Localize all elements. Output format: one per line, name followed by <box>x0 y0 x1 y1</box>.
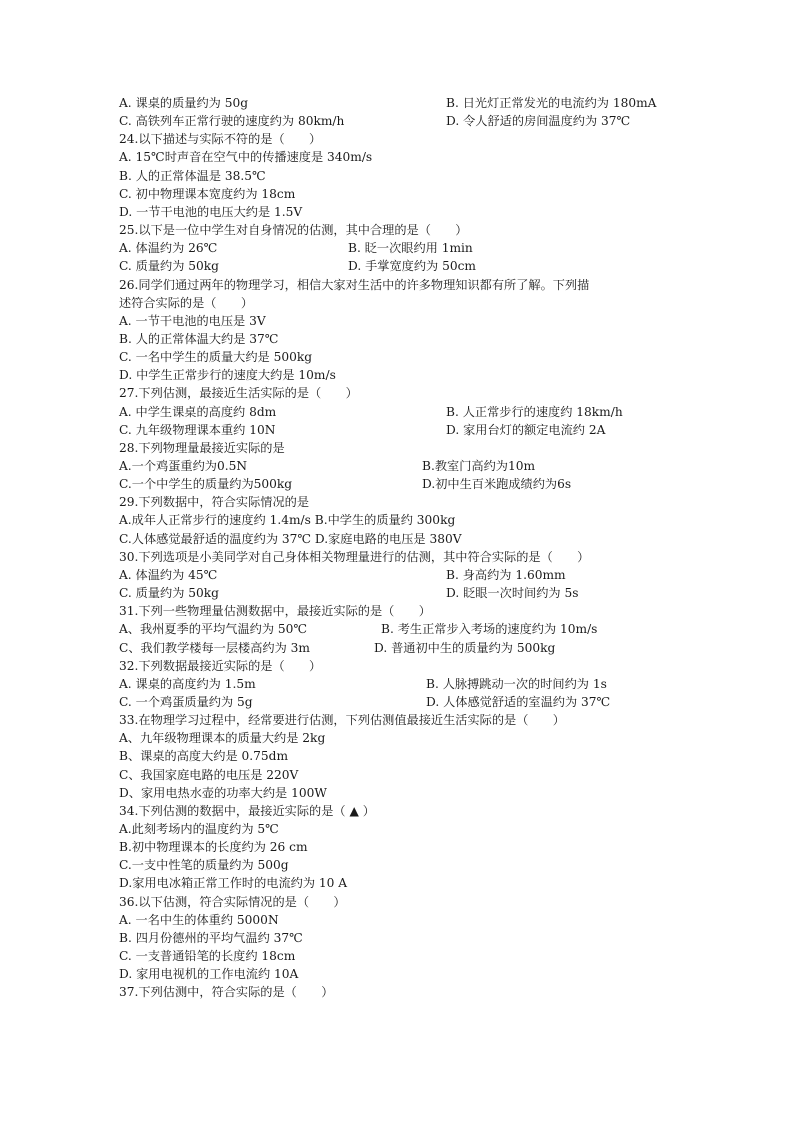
option-text: D、家用电热水壶的功率大约是 100W <box>119 785 327 800</box>
option-text: C. 一个鸡蛋质量约为 5g <box>119 694 253 709</box>
option-text <box>119 747 679 765</box>
question-text <box>119 294 679 312</box>
option-text: D. 眨眼一次时间约为 5s <box>446 586 579 601</box>
option-row <box>119 639 679 657</box>
option-text: D. 普通初中生的质量约为 500kg <box>374 640 556 655</box>
question-text: 24.以下描述与实际不符的是（ ） <box>119 132 322 147</box>
option-text: D.初中生百米跑成绩约为6s <box>422 477 572 492</box>
option-row <box>119 239 679 257</box>
option-text: C.一个中学生的质量约为500kg <box>119 477 293 492</box>
question-text: 27.下列估测，最接近生活实际的是（ ） <box>119 386 358 401</box>
question-text <box>119 384 679 402</box>
option-text <box>119 947 679 965</box>
option-text: B. 身高约为 1.60mm <box>446 567 566 582</box>
option-row <box>119 584 679 602</box>
option-text: A. 体温约为 26℃ <box>119 241 218 256</box>
option-text: A、我州夏季的平均气温约为 50℃ <box>119 622 308 637</box>
question-text <box>119 548 679 566</box>
question-text <box>119 493 679 511</box>
option-text <box>119 911 679 929</box>
option-row <box>119 675 679 693</box>
option-text: A. 体温约为 45℃ <box>119 567 218 582</box>
question-text <box>119 657 679 675</box>
option-text: C. 九年级物理课本重约 10N <box>119 422 276 437</box>
question-text: 37.下列估测中，符合实际的是（ ） <box>119 985 334 1000</box>
option-text: D. 手掌宽度约为 50cm <box>348 259 476 274</box>
option-text: C. 一名中学生的质量大约是 500kg <box>119 350 313 365</box>
option-row <box>119 620 679 638</box>
option-text: B.教室门高约为10m <box>422 459 536 473</box>
option-row <box>119 457 679 475</box>
option-text <box>119 929 679 947</box>
option-text: D.家用电冰箱正常工作时的电流约为 10 A <box>119 876 348 891</box>
option-row <box>119 421 679 439</box>
option-text: C.人体感觉最舒适的温度约为 37℃ D.家庭电路的电压是 380V <box>119 531 462 546</box>
option-text: D. 家用台灯的额定电流约 2A <box>446 422 606 437</box>
option-text <box>119 874 679 892</box>
option-text: A、九年级物理课本的质量大约是 2kg <box>119 731 326 746</box>
option-text: A. 课桌的高度约为 1.5m <box>119 676 256 691</box>
option-row <box>119 566 679 584</box>
option-text: A. 一节干电池的电压是 3V <box>119 313 266 328</box>
question-text <box>119 983 679 1001</box>
option-text: C. 一支普通铅笔的长度约 18cm <box>119 949 296 964</box>
question-text: 25.以下是一位中学生对自身情况的估测，其中合理的是（ ） <box>119 223 468 238</box>
option-row <box>119 693 679 711</box>
option-text: C. 初中物理课本宽度约为 18cm <box>119 186 296 201</box>
question-text: 32.下列数据最接近实际的是（ ） <box>119 658 322 673</box>
option-text: B. 日光灯正常发光的电流约为 180mA <box>446 96 657 110</box>
option-text: A.成年人正常步行的速度约 1.4m/s B.中学生的质量约 300kg <box>119 513 456 528</box>
option-text <box>119 148 679 166</box>
option-text: B. 人脉搏跳动一次的时间约为 1s <box>426 676 607 691</box>
option-row <box>119 257 679 275</box>
option-text <box>119 530 679 548</box>
option-text: C. 高铁列车正常行驶的速度约为 80km/h <box>119 114 345 129</box>
option-text <box>119 511 679 529</box>
option-text: B. 人的正常体温大约是 37℃ <box>119 331 279 346</box>
option-text: C.一支中性笔的质量约为 500g <box>119 858 289 873</box>
option-text: A. 中学生课桌的高度约 8dm <box>119 404 277 419</box>
option-text <box>119 330 679 348</box>
question-text: 34.下列估测的数据中，最接近实际的是（ ▲ ） <box>119 803 375 818</box>
option-text: A. 课桌的质量约为 50g <box>119 96 249 110</box>
question-text: 31.下列一些物理量估测数据中，最接近实际的是（ ） <box>119 604 431 619</box>
option-row <box>119 94 679 112</box>
option-text: B. 眨一次眼约用 1min <box>348 241 473 256</box>
option-text: D. 中学生正常步行的速度大约是 10m/s <box>119 368 336 383</box>
question-text: 33.在物理学习过程中，经常要进行估测，下列估测值最接近生活实际的是（ ） <box>119 713 565 728</box>
question-text <box>119 711 679 729</box>
option-text: D. 家用电视机的工作电流约 10A <box>119 967 299 982</box>
option-text <box>119 784 679 802</box>
option-text: B.初中物理课本的长度约为 26 cm <box>119 840 308 855</box>
question-text <box>119 802 679 820</box>
option-text <box>119 312 679 330</box>
option-text <box>119 838 679 856</box>
question-text <box>119 602 679 620</box>
option-text <box>119 729 679 747</box>
option-text: B. 考生正常步入考场的速度约为 10m/s <box>381 622 598 637</box>
option-text: C. 质量约为 50kg <box>119 259 219 274</box>
option-text <box>119 167 679 185</box>
question-text <box>119 276 679 294</box>
option-text <box>119 965 679 983</box>
option-text: D. 令人舒适的房间温度约为 37℃ <box>446 114 631 129</box>
option-text: C. 质量约为 50kg <box>119 586 219 601</box>
question-text: 29.下列数据中，符合实际情况的是 <box>119 495 310 510</box>
option-text: A. 15℃时声音在空气中的传播速度是 340m/s <box>119 150 373 165</box>
option-text: A. 一名中生的体重约 5000N <box>119 912 279 927</box>
option-text: A.此刻考场内的温度约为 5℃ <box>119 822 279 836</box>
option-text <box>119 366 679 384</box>
option-text: D. 人体感觉舒适的室温约为 37℃ <box>426 694 611 709</box>
option-text <box>119 348 679 366</box>
option-text: D. 一节干电池的电压大约是 1.5V <box>119 204 303 219</box>
question-text <box>119 221 679 239</box>
question-text: 述符合实际的是（ ） <box>119 295 254 310</box>
option-row <box>119 112 679 130</box>
option-text: C、我们教学楼每一层楼高约为 3m <box>119 640 310 655</box>
question-text <box>119 130 679 148</box>
option-text <box>119 185 679 203</box>
option-text: B、课桌的高度大约是 0.75dm <box>119 749 289 764</box>
option-text <box>119 203 679 221</box>
question-text <box>119 893 679 911</box>
option-text <box>119 766 679 784</box>
option-text: C、我国家庭电路的电压是 220V <box>119 767 299 782</box>
option-row <box>119 475 679 493</box>
question-text: 36.以下估测，符合实际情况的是（ ） <box>119 894 346 909</box>
option-row <box>119 403 679 421</box>
option-text <box>119 856 679 874</box>
option-text: B. 人正常步行的速度约 18km/h <box>446 404 623 419</box>
question-text: 26.同学们通过两年的物理学习，相信大家对生活中的许多物理知识都有所了解。下列描 <box>119 277 590 292</box>
question-text: 30.下列选项是小美同学对自己身体相关物理量进行的估测，其中符合实际的是（ ） <box>119 549 590 564</box>
option-text: B. 人的正常体温是 38.5℃ <box>119 168 266 183</box>
option-text <box>119 820 679 838</box>
question-text <box>119 439 679 457</box>
question-text: 28.下列物理量最接近实际的是 <box>119 440 285 455</box>
option-text: A.一个鸡蛋重约为0.5N <box>119 459 248 473</box>
option-text: B. 四月份德州的平均气温约 37℃ <box>119 930 303 945</box>
